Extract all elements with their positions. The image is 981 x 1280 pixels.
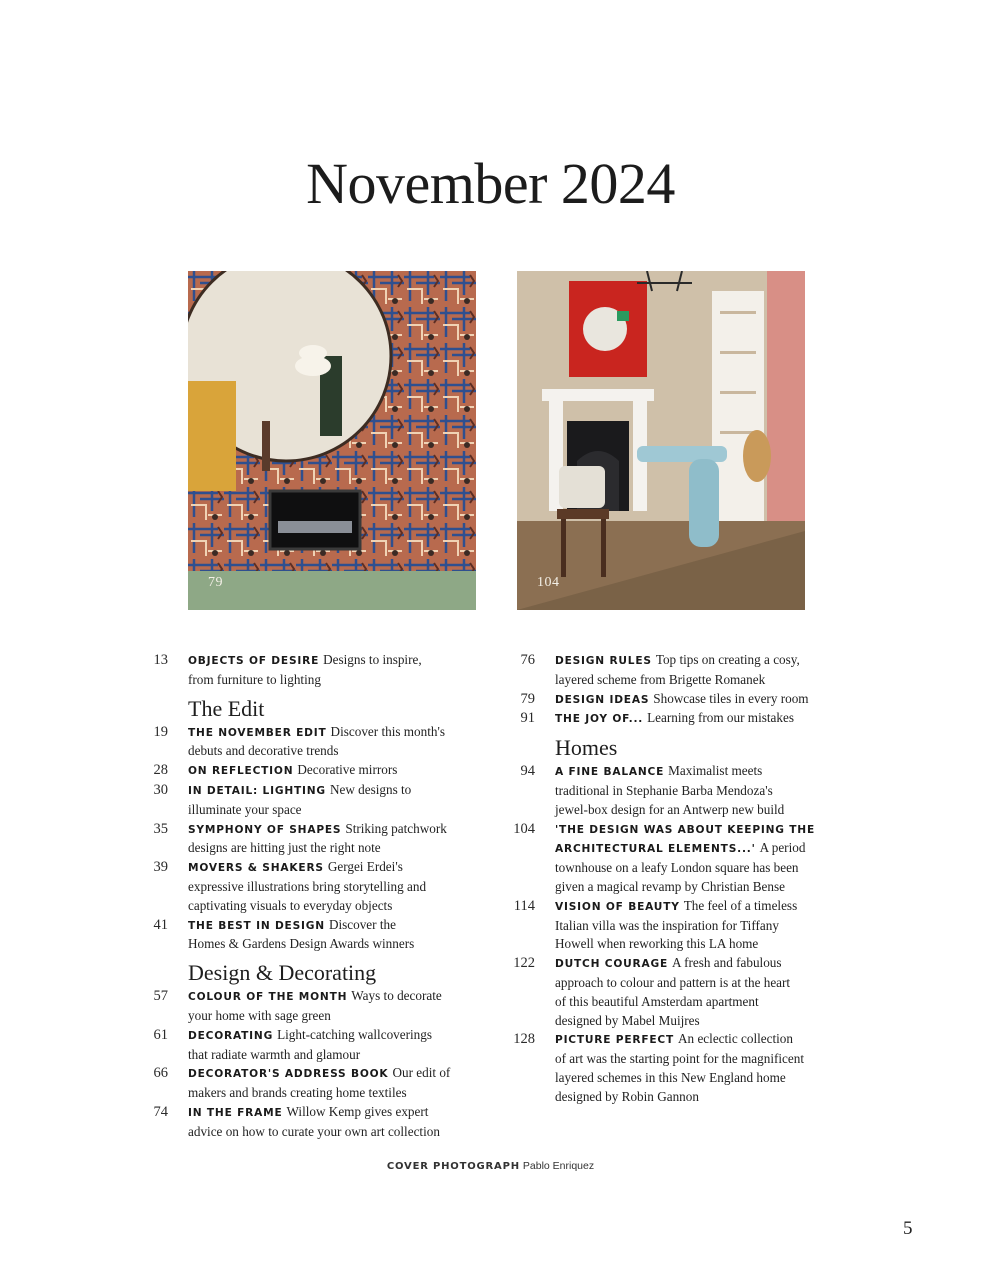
entry-description-line: expressive illustrations bring storytelling and <box>188 878 427 894</box>
entry-text <box>188 761 478 781</box>
contents-entry[interactable] <box>153 1026 478 1065</box>
entry-description-line: of art was the starting point for the magnificent <box>555 1051 805 1067</box>
entry-page-number: 13 <box>153 652 168 668</box>
entry-text <box>188 1064 478 1103</box>
photo-tiled-fireplace[interactable] <box>188 271 476 610</box>
entry-text <box>555 897 845 954</box>
entry-description-line: from furniture to lighting <box>188 671 321 687</box>
entry-text <box>188 1103 478 1142</box>
contents-entry[interactable] <box>153 651 478 690</box>
entry-page-number: 41 <box>153 916 168 933</box>
entry-description-line: Top tips on creating a cosy, <box>655 652 800 667</box>
entry-page-number: 91 <box>520 710 535 727</box>
entry-description-line: Showcase tiles in every room <box>653 690 809 706</box>
photo-page-number: 79 <box>208 575 223 590</box>
entry-description-line: Our edit of <box>392 1065 451 1081</box>
entry-description-line: Italian villa was the inspiration for Tiffany <box>555 917 779 933</box>
entry-description-line: Decorative mirrors <box>297 762 398 778</box>
entry-description-line: illuminate your space <box>188 801 302 817</box>
entry-description-line: designed by Robin Gannon <box>555 1088 699 1104</box>
entry-page-number: 79 <box>520 690 535 707</box>
entry-keyword: DESIGN RULES <box>555 655 652 667</box>
entry-description-line: designed by Mabel Muijres <box>555 1012 700 1028</box>
contents-entry[interactable] <box>153 820 478 859</box>
entry-text <box>188 1026 478 1065</box>
contents-entry[interactable] <box>153 723 478 762</box>
entry-page-number: 94 <box>520 763 535 780</box>
entry-page-number: 35 <box>153 820 168 837</box>
entry-page-number: 57 <box>153 988 168 1005</box>
contents-column-left <box>153 651 478 1142</box>
contents-entry[interactable] <box>153 1103 478 1142</box>
entry-keyword: VISION OF BEAUTY <box>555 900 680 913</box>
entry-description-line: New designs to <box>329 781 412 797</box>
entry-description-line: Howell when reworking this LA home <box>555 936 759 952</box>
contents-entry[interactable] <box>513 954 845 1030</box>
entry-text <box>188 723 478 762</box>
entry-page-number: 61 <box>153 1026 168 1043</box>
entry-keyword: OBJECTS OF DESIRE <box>188 655 320 667</box>
contents-entry[interactable] <box>520 690 845 710</box>
photo-page-number: 104 <box>537 575 560 590</box>
entry-description-line: given a magical revamp by Christian Bense <box>555 878 785 894</box>
entry-text <box>188 858 478 915</box>
entry-description-line: captivating visuals to everyday objects <box>188 897 393 913</box>
contents-entry[interactable] <box>513 1030 845 1106</box>
entry-description-line: that radiate warmth and glamour <box>188 1046 361 1062</box>
entry-page-number: 66 <box>153 1065 168 1082</box>
cover-credit <box>0 1160 981 1172</box>
entry-page-number: 104 <box>513 820 535 837</box>
section-heading: The Edit <box>188 695 265 721</box>
entry-description-line: approach to colour and pattern is at the heart <box>555 974 791 990</box>
entry-description-line: traditional in Stephanie Barba Mendoza's <box>555 782 773 798</box>
entry-text <box>188 781 478 820</box>
entry-text <box>555 1030 845 1106</box>
entry-description-line: Ways to decorate <box>351 988 442 1004</box>
entry-page-number: 76 <box>520 652 535 668</box>
contents-entry[interactable] <box>520 762 845 819</box>
entry-keyword: MOVERS & SHAKERS <box>188 862 324 875</box>
entry-description-line: Willow Kemp gives expert <box>286 1103 429 1119</box>
contents-entry[interactable] <box>513 897 845 954</box>
tiled-wall-image <box>188 271 476 610</box>
photo-townhouse-study[interactable] <box>517 271 805 610</box>
entry-page-number: 122 <box>513 955 535 972</box>
entry-description-line: Homes & Gardens Design Awards winners <box>188 936 415 952</box>
entry-text <box>555 762 845 819</box>
entry-page-number: 28 <box>153 762 168 779</box>
entry-description-line: makers and brands creating home textiles <box>188 1085 407 1101</box>
entry-page-number: 39 <box>153 859 168 876</box>
entry-description-line: townhouse on a leafy London square has been <box>555 860 799 876</box>
entry-text <box>188 820 478 859</box>
entry-keyword: ON REFLECTION <box>188 765 294 778</box>
contents-entry[interactable] <box>153 987 478 1026</box>
entry-description-line: of this beautiful Amsterdam apartment <box>555 993 759 1009</box>
entry-text <box>555 820 845 897</box>
entry-description-line: Gergei Erdei's <box>327 859 403 875</box>
cover-credit-name: Pablo Enriquez <box>522 1160 595 1172</box>
entry-text <box>188 987 478 1026</box>
entry-keyword: IN THE FRAME <box>188 1106 283 1119</box>
page-number: 5 <box>903 1218 913 1239</box>
entry-keyword: IN DETAIL: LIGHTING <box>188 784 326 797</box>
entry-page-number: 19 <box>153 723 168 740</box>
entry-page-number: 74 <box>153 1103 168 1120</box>
entry-keyword: DUTCH COURAGE <box>555 958 669 971</box>
contents-entry[interactable] <box>153 1064 478 1103</box>
contents-entry[interactable] <box>153 916 478 955</box>
cover-credit-label: COVER PHOTOGRAPH <box>386 1161 520 1172</box>
entry-keyword: THE NOVEMBER EDIT <box>188 726 327 739</box>
entry-description-line: layered scheme from Brigette Romanek <box>555 671 766 687</box>
entry-description-line: designs are hitting just the right note <box>188 840 381 856</box>
entry-page-number: 128 <box>513 1031 535 1048</box>
entry-description-line: Light-catching wallcoverings <box>277 1026 432 1042</box>
contents-entry[interactable] <box>520 709 845 729</box>
entry-description-line: Designs to inspire, <box>323 652 422 667</box>
entry-description-line: A period <box>759 840 806 856</box>
entry-text <box>555 690 845 710</box>
entry-keyword: THE BEST IN DESIGN <box>188 919 325 932</box>
entry-description-line: A fresh and fabulous <box>672 955 782 971</box>
townhouse-study-image <box>517 271 805 610</box>
entry-keyword: DECORATOR'S ADDRESS BOOK <box>188 1068 389 1081</box>
page-title: November 2024 <box>306 151 675 216</box>
entry-description-line: An eclectic collection <box>678 1031 793 1047</box>
contents-entry[interactable] <box>153 858 478 915</box>
entry-description-line: Learning from our mistakes <box>647 710 794 726</box>
entry-text <box>555 709 845 729</box>
entry-keyword: COLOUR OF THE MONTH <box>188 991 348 1004</box>
entry-description-line: The feel of a timeless <box>683 897 798 913</box>
entry-description-line: Discover this month's <box>330 723 446 739</box>
entry-description-line: jewel-box design for an Antwerp new build <box>555 801 785 817</box>
entry-keyword: PICTURE PERFECT <box>555 1034 675 1047</box>
entry-keyword: DESIGN IDEAS <box>555 693 650 706</box>
entry-description-line: Discover the <box>328 916 396 932</box>
entry-keyword: A FINE BALANCE <box>555 766 665 779</box>
entry-description-line: debuts and decorative trends <box>188 743 339 759</box>
entry-description-line: layered schemes in this New England home <box>555 1069 786 1085</box>
entry-page-number: 114 <box>513 897 535 914</box>
entry-keyword: 'THE DESIGN WAS ABOUT KEEPING THE ARCHITECTURAL ELEMENTS...' <box>555 823 815 856</box>
entry-description-line: your home with sage green <box>188 1007 331 1023</box>
entry-keyword: THE JOY OF... <box>555 713 644 726</box>
entry-description-line: advice on how to curate your own art collection <box>188 1123 440 1139</box>
entry-description-line: Striking patchwork <box>345 820 447 836</box>
entry-text <box>555 651 845 690</box>
contents-entry[interactable] <box>153 761 478 781</box>
section-heading: Design & Decorating <box>188 960 377 986</box>
entry-text <box>188 651 478 690</box>
contents-entry[interactable] <box>513 820 845 897</box>
contents-entry[interactable] <box>520 651 845 690</box>
entry-page-number: 30 <box>153 781 168 798</box>
contents-entry[interactable] <box>153 781 478 820</box>
contents-column-right <box>513 651 845 1107</box>
entry-keyword: DECORATING <box>188 1029 274 1042</box>
entry-description-line: Maximalist meets <box>668 763 763 779</box>
entry-text <box>188 916 478 955</box>
entry-keyword: SYMPHONY OF SHAPES <box>188 823 342 836</box>
section-heading: Homes <box>555 735 618 761</box>
entry-text <box>555 954 845 1030</box>
